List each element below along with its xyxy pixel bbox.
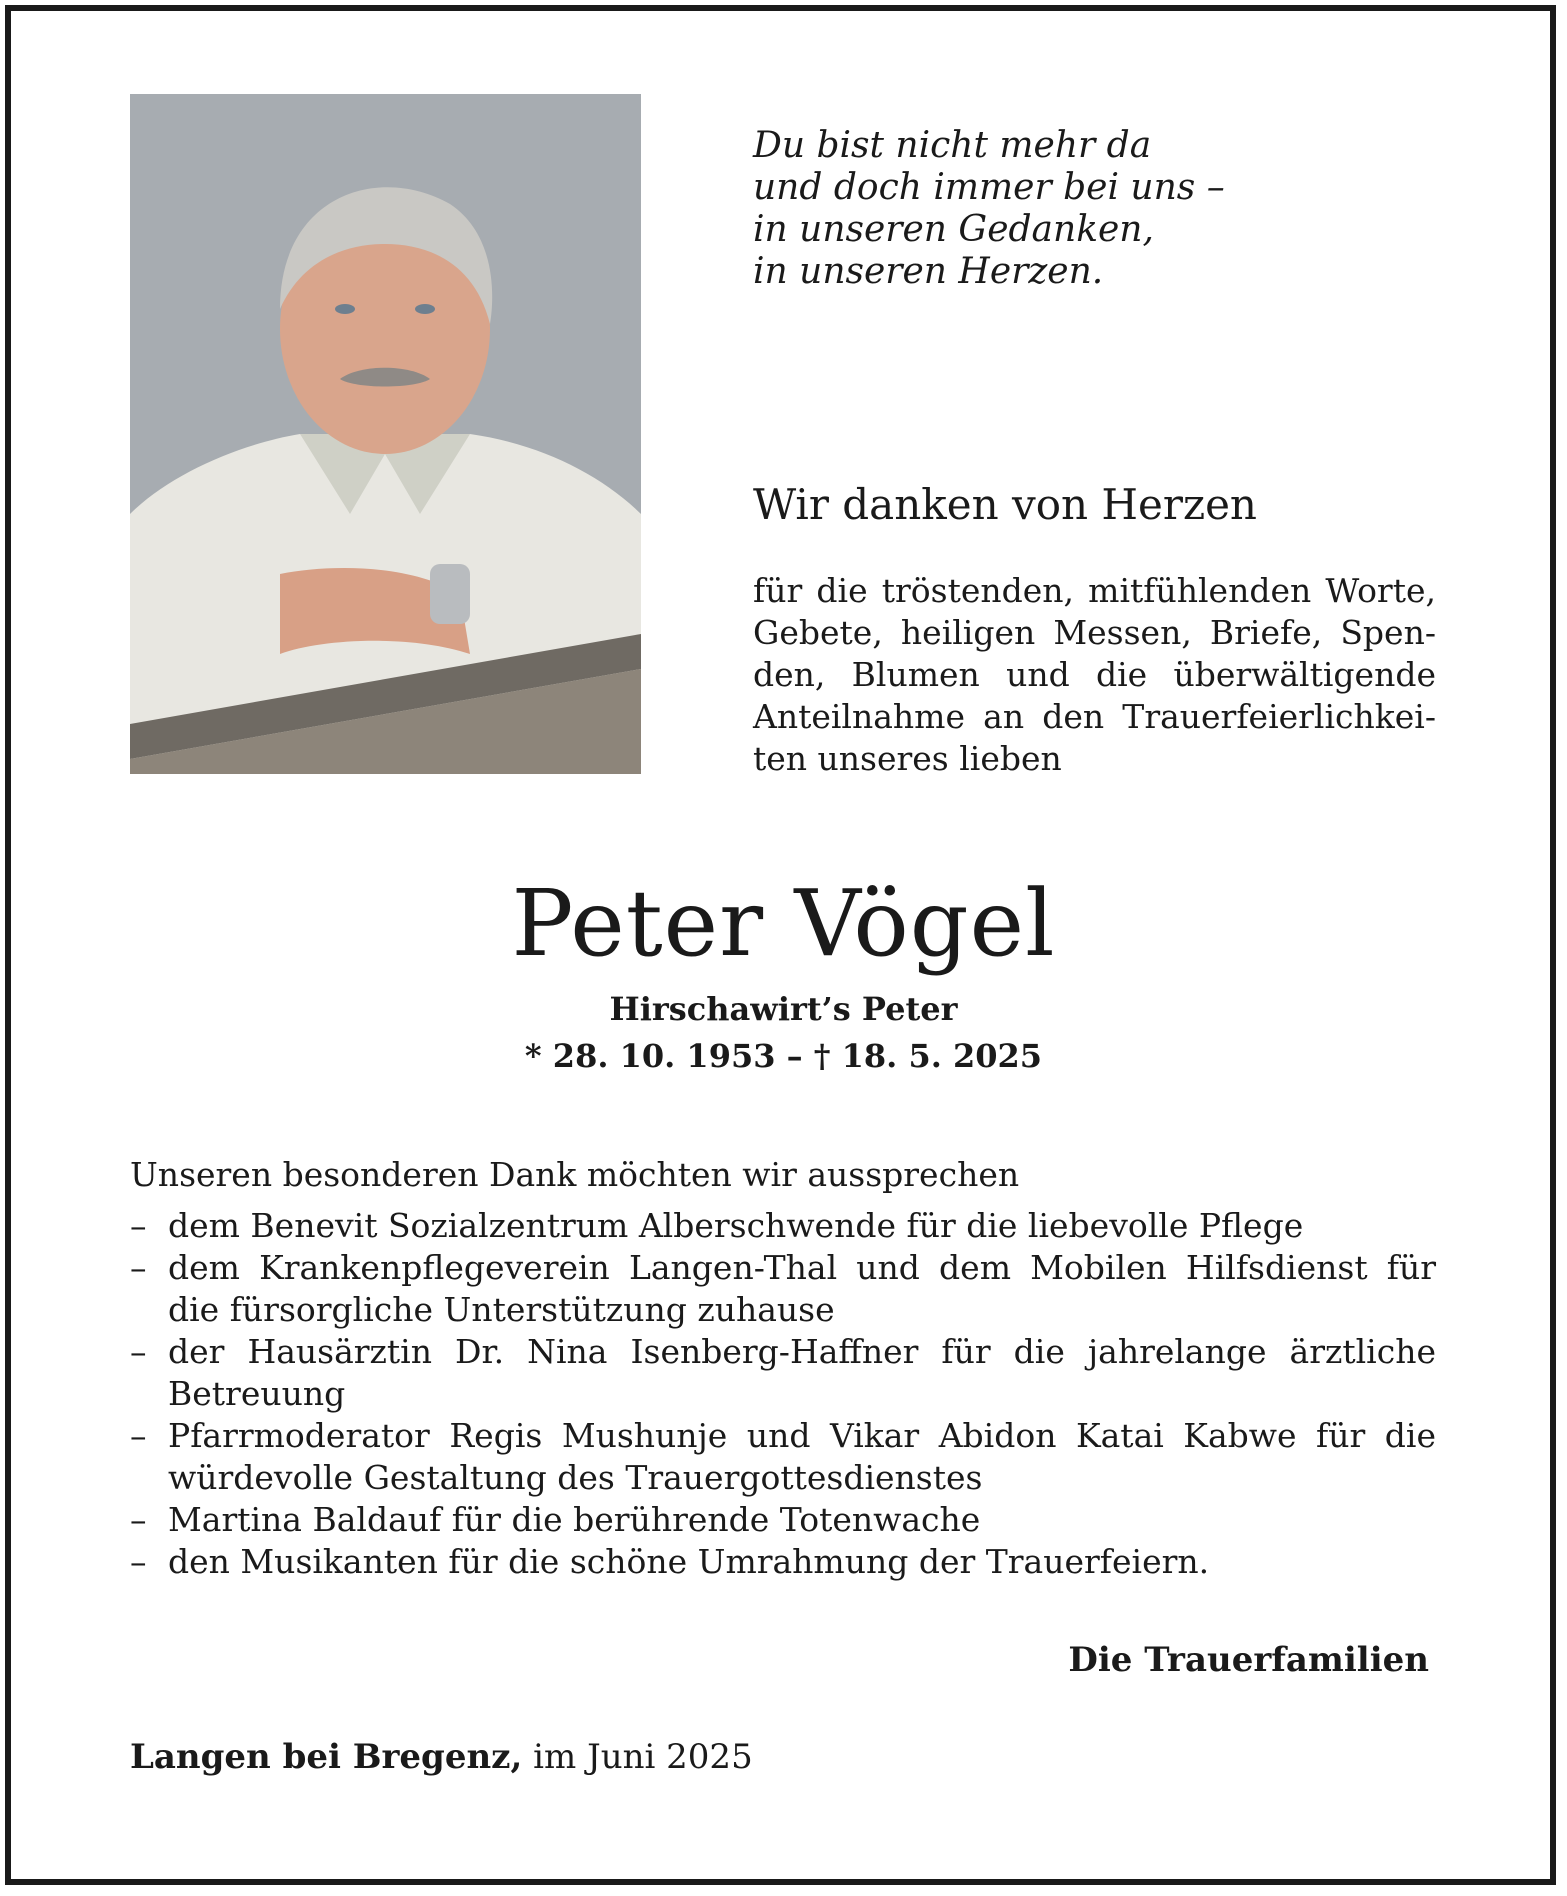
poem-line: und doch immer bei uns –: [753, 167, 1225, 208]
list-item: – Pfarrmoderator Regis Mushunje und Vikar Abidon Katai Kabwe für die würdevolle Gestaltung des Trauergottesdienstes: [130, 1415, 1436, 1499]
portrait-photo: [130, 94, 641, 774]
poem: [753, 125, 1225, 293]
deceased-nickname: Hirschawirt’s Peter: [609, 990, 958, 1028]
thanks-line: Anteilnahme an den Trauerfeierlichkei-: [753, 697, 1436, 736]
deceased-name: Peter Vögel: [511, 870, 1056, 977]
thanks-heading: Wir danken von Herzen: [753, 480, 1257, 529]
date: im Juni 2025: [533, 1737, 753, 1777]
poem-line: Du bist nicht mehr da: [753, 125, 1152, 166]
poem-line: in unseren Herzen.: [753, 251, 1104, 292]
list-item: – dem Krankenpflegeverein Langen-Thal und dem Mobilen Hilfsdienst für die fürsorgliche Unterstützung zuhause: [130, 1247, 1436, 1331]
thanks-line: für die tröstenden, mitfühlenden Worte,: [753, 571, 1436, 610]
place: Langen bei Bregenz,: [130, 1737, 523, 1777]
list-item: – dem Benevit Sozialzentrum Alberschwende für die liebevolle Pflege: [130, 1205, 1436, 1247]
special-thanks-list: [130, 1205, 1436, 1583]
special-thanks-intro: Unseren besonderen Dank möchten wir aussprechen: [130, 1155, 1020, 1194]
thanks-line: ten unseres lieben: [753, 739, 1062, 778]
list-item: – Martina Baldauf für die berührende Totenwache: [130, 1499, 1436, 1541]
thanks-line: den, Blumen und die überwältigende: [753, 655, 1436, 694]
thanks-line: Gebete, heiligen Messen, Briefe, Spen-: [753, 613, 1436, 652]
signature: Die Trauerfamilien: [1068, 1640, 1429, 1680]
life-dates: * 28. 10. 1953 – † 18. 5. 2025: [524, 1037, 1043, 1075]
place-date: [130, 1737, 753, 1777]
list-item: – der Hausärztin Dr. Nina Isenberg-Haffner für die jahrelange ärztliche Betreuung: [130, 1331, 1436, 1415]
thanks-text: [753, 570, 1436, 780]
list-item: – den Musikanten für die schöne Umrahmung der Trauerfeiern.: [130, 1541, 1436, 1583]
poem-line: in unseren Gedanken,: [753, 209, 1154, 250]
